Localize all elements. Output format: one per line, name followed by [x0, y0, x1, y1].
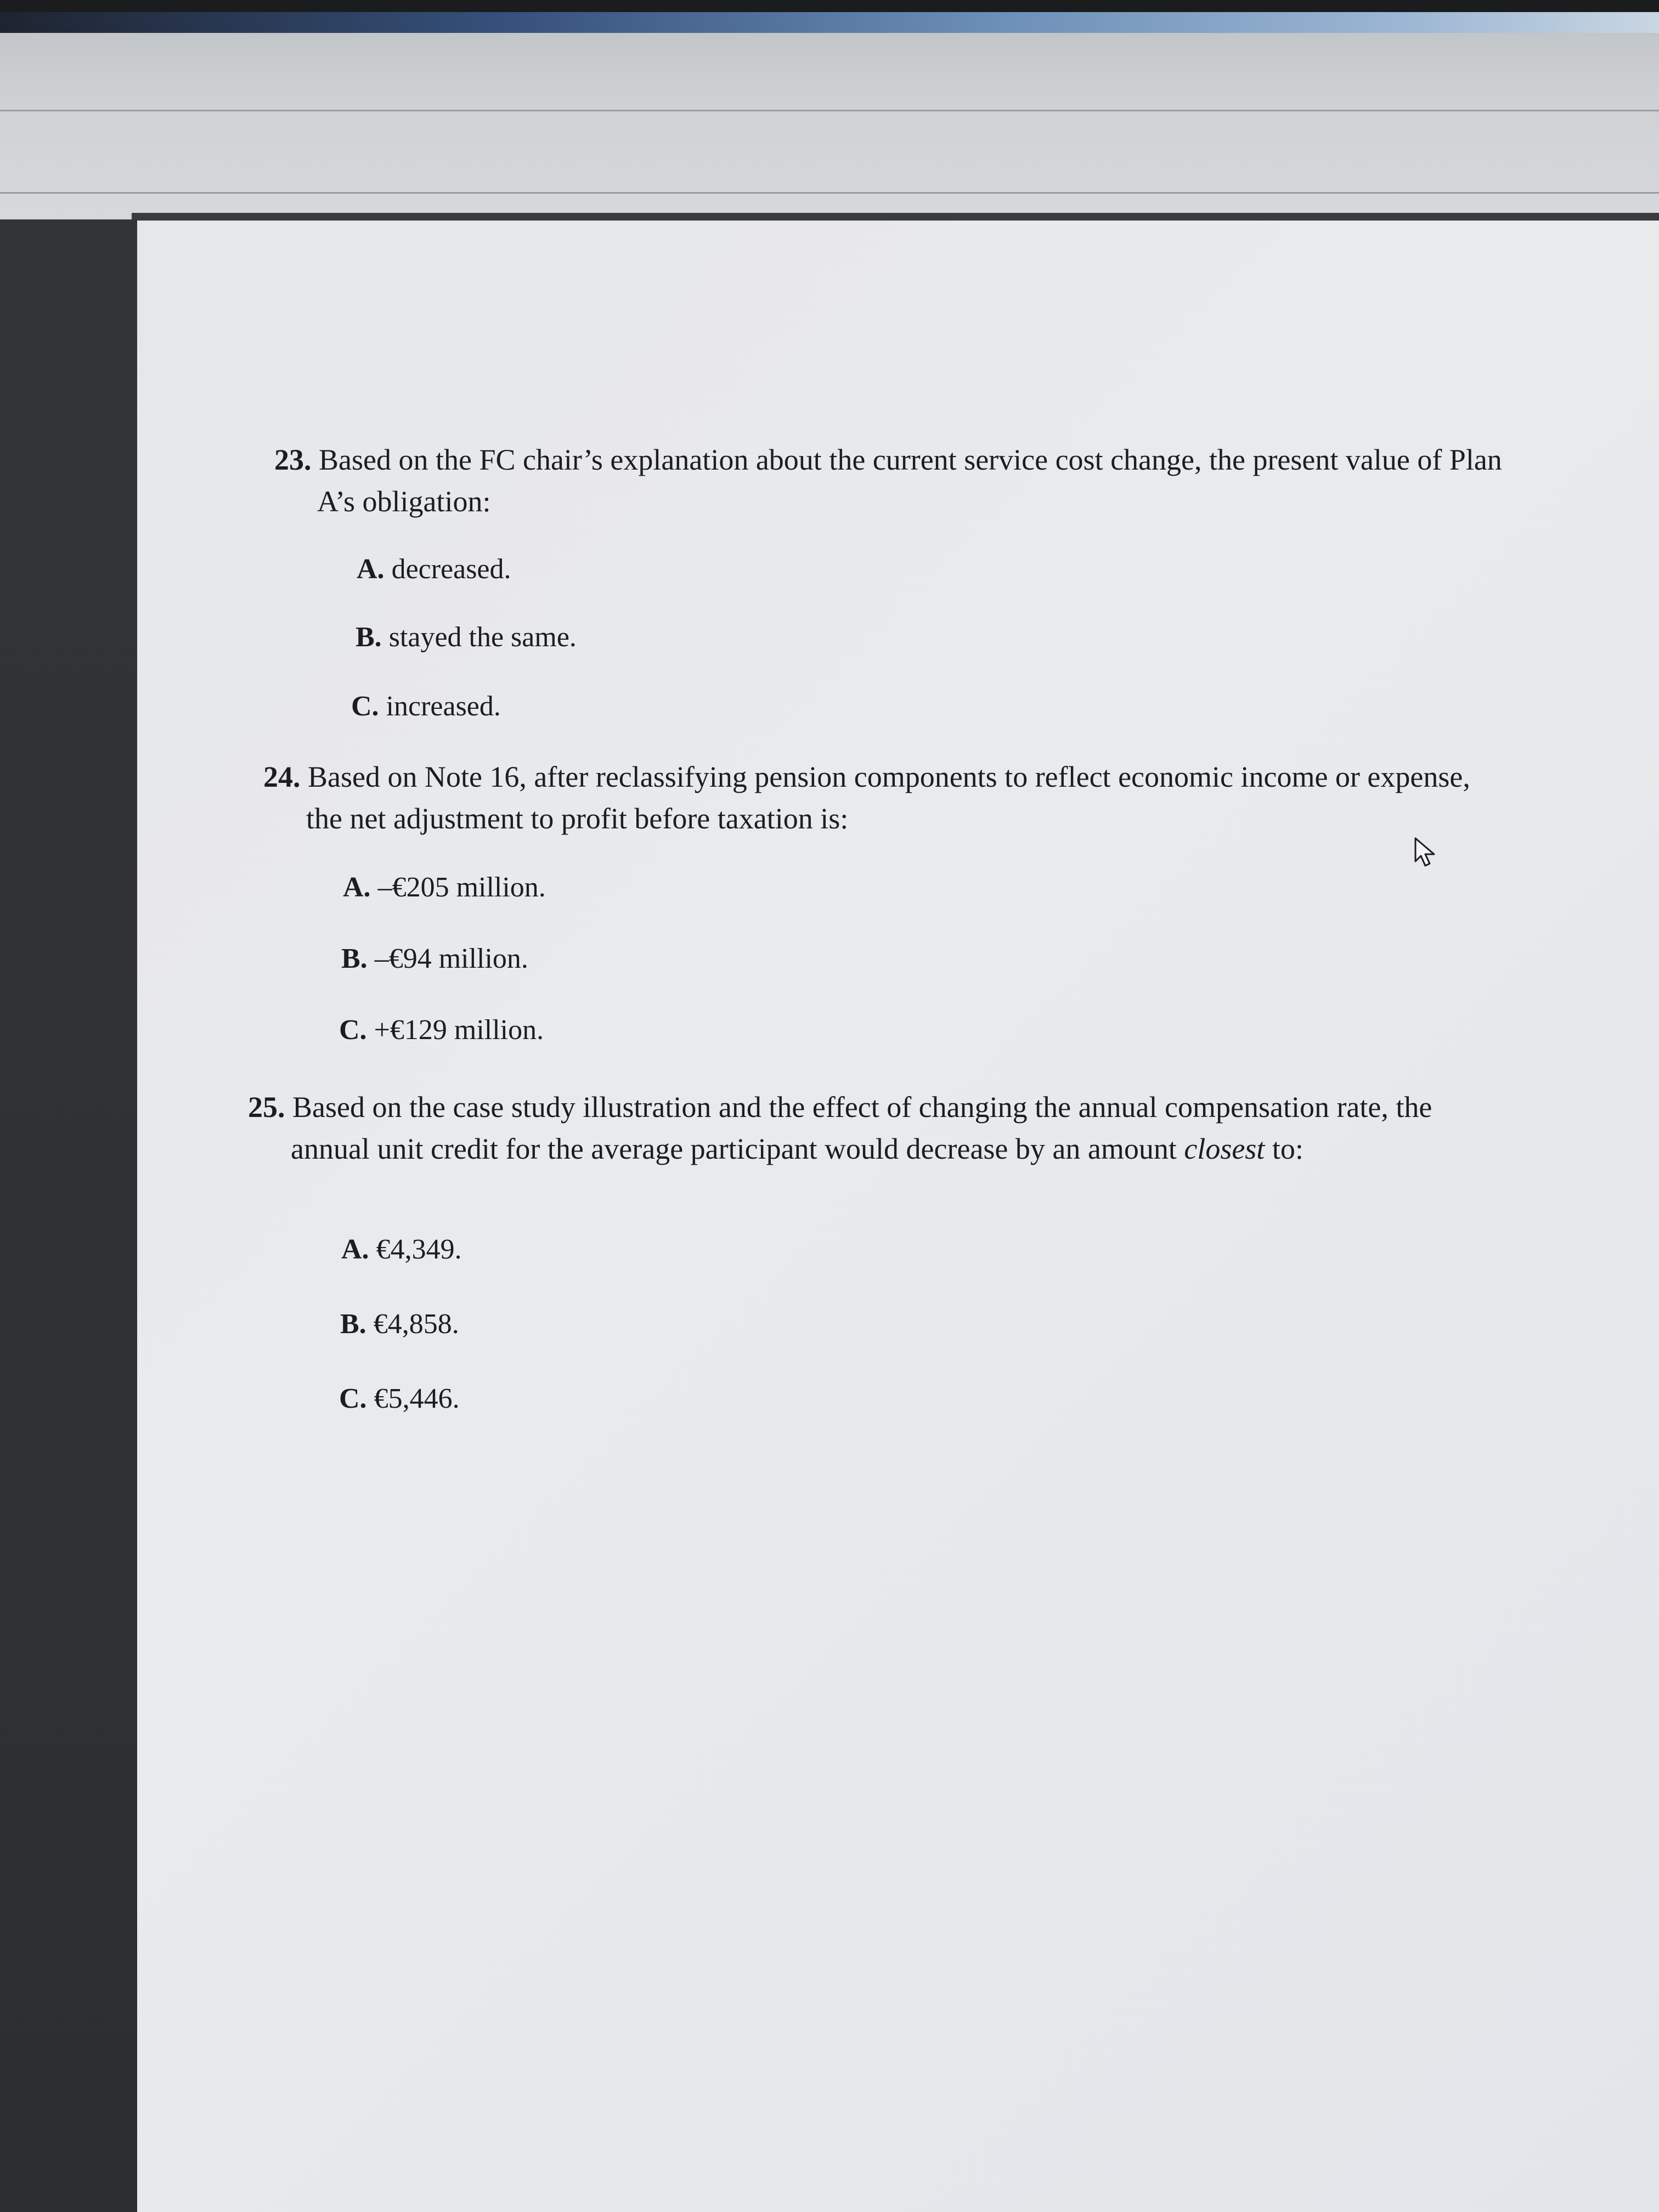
question-number: 25. — [248, 1091, 285, 1124]
option-text: stayed the same. — [388, 622, 577, 653]
toolbar-divider — [0, 110, 1659, 111]
question-23 — [274, 439, 1502, 522]
option-text: increased. — [386, 691, 501, 722]
question-text-line2: the net adjustment to profit before taxation is: — [306, 802, 849, 835]
option-text: €4,349. — [376, 1234, 462, 1265]
left-dark-margin — [0, 219, 137, 2212]
question-text-line2-end: to: — [1265, 1132, 1304, 1165]
question-text-line2-start: annual unit credit for the average participant would decrease by an amount — [291, 1132, 1184, 1165]
mouse-cursor-icon — [1413, 837, 1437, 868]
option-letter: C. — [351, 691, 379, 722]
browser-toolbar-area — [0, 33, 1659, 219]
question-stem — [263, 756, 1470, 839]
option-letter: C. — [339, 1383, 367, 1414]
answer-option-a[interactable] — [341, 1233, 462, 1266]
option-letter: A. — [343, 872, 371, 903]
answer-option-b[interactable] — [341, 943, 528, 975]
option-text: €5,446. — [374, 1383, 460, 1414]
option-letter: A. — [357, 554, 385, 585]
question-text-line2 — [248, 1128, 1432, 1170]
toolbar-divider — [0, 192, 1659, 194]
answer-option-b[interactable] — [340, 1308, 459, 1340]
question-text-line1: Based on Note 16, after reclassifying pension components to reflect economic income or expense, — [308, 760, 1470, 793]
answer-option-a[interactable] — [343, 871, 546, 904]
option-letter: B. — [340, 1308, 366, 1340]
question-stem — [274, 439, 1502, 522]
option-text: €4,858. — [373, 1308, 459, 1340]
option-text: –€94 million. — [374, 943, 528, 974]
question-text-line1: Based on the case study illustration and the effect of changing the annual compensation rate, the — [292, 1091, 1432, 1124]
question-24 — [263, 756, 1470, 839]
question-text-line2: A’s obligation: — [317, 485, 491, 518]
monitor-bezel — [0, 0, 1659, 12]
option-text: decreased. — [391, 554, 511, 585]
option-text: +€129 million. — [374, 1014, 544, 1046]
answer-option-a[interactable] — [357, 553, 511, 585]
option-letter: A. — [341, 1234, 369, 1265]
answer-option-c[interactable] — [339, 1383, 460, 1415]
answer-option-b[interactable] — [356, 621, 577, 653]
answer-option-c[interactable] — [339, 1014, 544, 1046]
option-text: –€205 million. — [377, 872, 546, 903]
option-letter: B. — [341, 943, 368, 974]
question-number: 23. — [274, 443, 312, 476]
question-text-emphasis: closest — [1184, 1132, 1265, 1165]
question-number: 24. — [263, 760, 301, 793]
page-top-border — [132, 213, 1659, 221]
question-25 — [248, 1086, 1432, 1170]
answer-option-c[interactable] — [351, 690, 501, 723]
question-text-line1: Based on the FC chair’s explanation about the current service cost change, the present value of Plan — [319, 443, 1502, 476]
option-letter: C. — [339, 1014, 367, 1046]
question-stem — [248, 1086, 1432, 1170]
option-letter: B. — [356, 622, 382, 653]
